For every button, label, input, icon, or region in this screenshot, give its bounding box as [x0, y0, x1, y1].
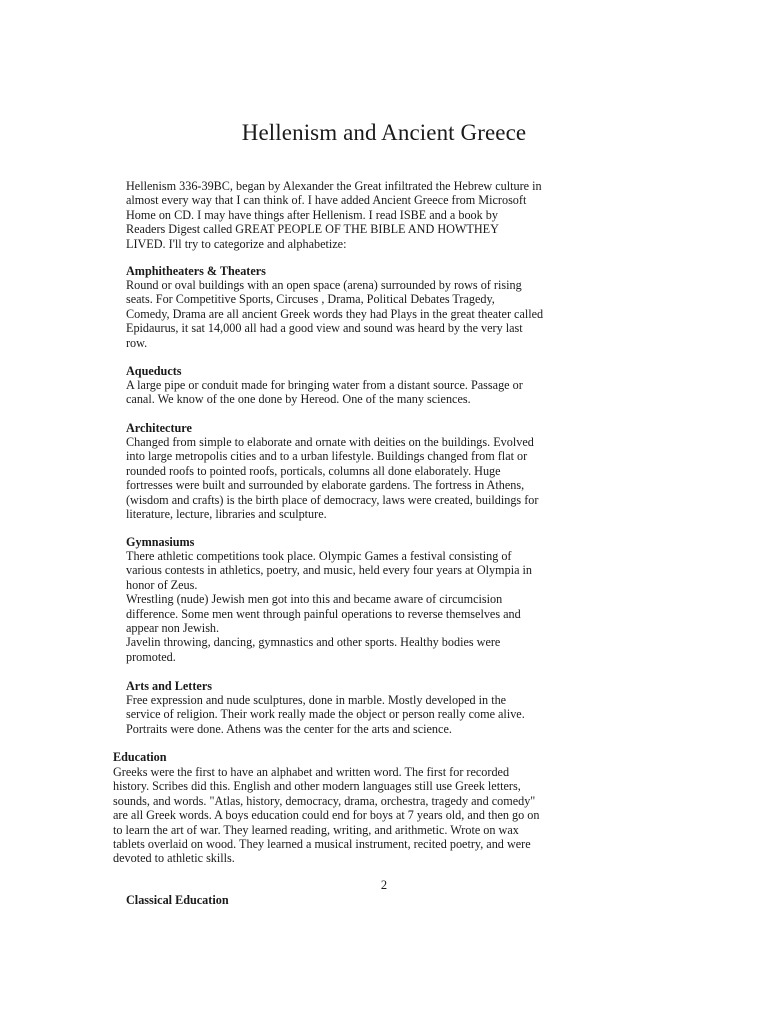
intro-line: almost every way that I can think of. I have added Ancient Greece from Microsoft	[126, 193, 527, 208]
intro-line: Home on CD. I may have things after Hellenism. I read ISBE and a book by	[126, 207, 498, 222]
section-heading-classical-education: Classical Education	[126, 893, 229, 907]
body-line: rounded roofs to pointed roofs, porticals, columns all done elaborately. Huge	[126, 463, 501, 478]
body-line: Comedy, Drama are all ancient Greek words they had Plays in the great theater called	[126, 306, 544, 321]
body-line: devoted to athletic skills.	[113, 851, 235, 866]
page-number: 2	[380, 878, 388, 892]
body-line: A large pipe or conduit made for bringing water from a distant source. Passage or	[126, 378, 523, 392]
body-line: Epidaurus, it sat 14,000 all had a good view and sound was heard by the very last	[126, 321, 523, 336]
body-line: (wisdom and crafts) is the birth place of democracy, laws were created, buildings for	[126, 492, 539, 507]
body-line: into large metropolis cities and to a urban lifestyle. Buildings changed from flat or	[126, 449, 528, 464]
body-line: fortresses were built and surrounded by elaborate gardens. The fortress in Athens,	[126, 478, 525, 493]
body-line: canal. We know of the one done by Hereod. One of the many sciences.	[126, 392, 471, 407]
section-heading-aqueducts: Aqueducts	[126, 364, 182, 378]
body-line: Javelin throwing, dancing, gymnastics and other sports. Healthy bodies were	[126, 635, 501, 650]
body-line: history. Scribes did this. English and other modern languages still use Greek letters,	[113, 779, 521, 794]
section-body-arts-and-letters	[126, 693, 566, 736]
intro-line: Hellenism 336-39BC, began by Alexander the Great infiltrated the Hebrew culture in	[126, 179, 542, 193]
section-heading-architecture: Architecture	[126, 421, 192, 435]
body-line: difference. Some men went through painful operations to reverse themselves and	[126, 606, 521, 621]
intro-line: Readers Digest called GREAT PEOPLE OF THE BIBLE AND HOWTHEY	[126, 222, 499, 237]
body-line: tablets overlaid on wood. They learned a musical instrument, recited poetry, and were	[113, 837, 531, 852]
body-line: honor of Zeus.	[126, 577, 198, 592]
body-line: promoted.	[126, 649, 176, 664]
section-heading-amphitheaters: Amphitheaters & Theaters	[126, 264, 266, 278]
section-heading-gymnasiums: Gymnasiums	[126, 535, 195, 549]
section-heading-education: Education	[113, 750, 167, 764]
body-line: sounds, and words. "Atlas, history, democracy, drama, orchestra, tragedy and comedy"	[113, 793, 536, 808]
body-line: to learn the art of war. They learned reading, writing, and arithmetic. Wrote on wax	[113, 822, 519, 837]
body-line: Greeks were the first to have an alphabet and written word. The first for recorded	[113, 765, 510, 779]
body-line: service of religion. Their work really made the object or person really come alive.	[126, 707, 525, 722]
body-line: literature, lecture, libraries and sculpture.	[126, 507, 327, 522]
body-line: Wrestling (nude) Jewish men got into this and became aware of circumcision	[126, 592, 503, 607]
document-title: Hellenism and Ancient Greece	[241, 120, 527, 145]
section-body-aqueducts	[126, 378, 566, 407]
body-line: Changed from simple to elaborate and ornate with deities on the buildings. Evolved	[126, 435, 534, 449]
body-line: row.	[126, 335, 148, 350]
body-line: seats. For Competitive Sports, Circuses , Drama, Political Debates Tragedy,	[126, 292, 495, 307]
body-line: Portraits were done. Athens was the center for the arts and science.	[126, 721, 452, 736]
body-line: There athletic competitions took place. Olympic Games a festival consisting of	[126, 549, 512, 563]
body-line: appear non Jewish.	[126, 621, 220, 636]
intro-line: LIVED. I'll try to categorize and alphabetize:	[126, 236, 347, 251]
body-line: various contests in athletics, poetry, and music, held every four years at Olympia in	[126, 563, 533, 578]
section-body-gymnasiums	[126, 549, 566, 664]
body-line: Round or oval buildings with an open space (arena) surrounded by rows of rising	[126, 278, 522, 292]
intro-paragraph	[126, 179, 566, 251]
section-body-education	[113, 765, 573, 866]
body-line: are all Greek words. A boys education could end for boys at 7 years old, and then go on	[113, 808, 540, 823]
body-line: Free expression and nude sculptures, done in marble. Mostly developed in the	[126, 693, 507, 707]
section-heading-arts-and-letters: Arts and Letters	[126, 679, 212, 693]
section-body-architecture	[126, 435, 566, 521]
section-body-amphitheaters	[126, 278, 566, 350]
